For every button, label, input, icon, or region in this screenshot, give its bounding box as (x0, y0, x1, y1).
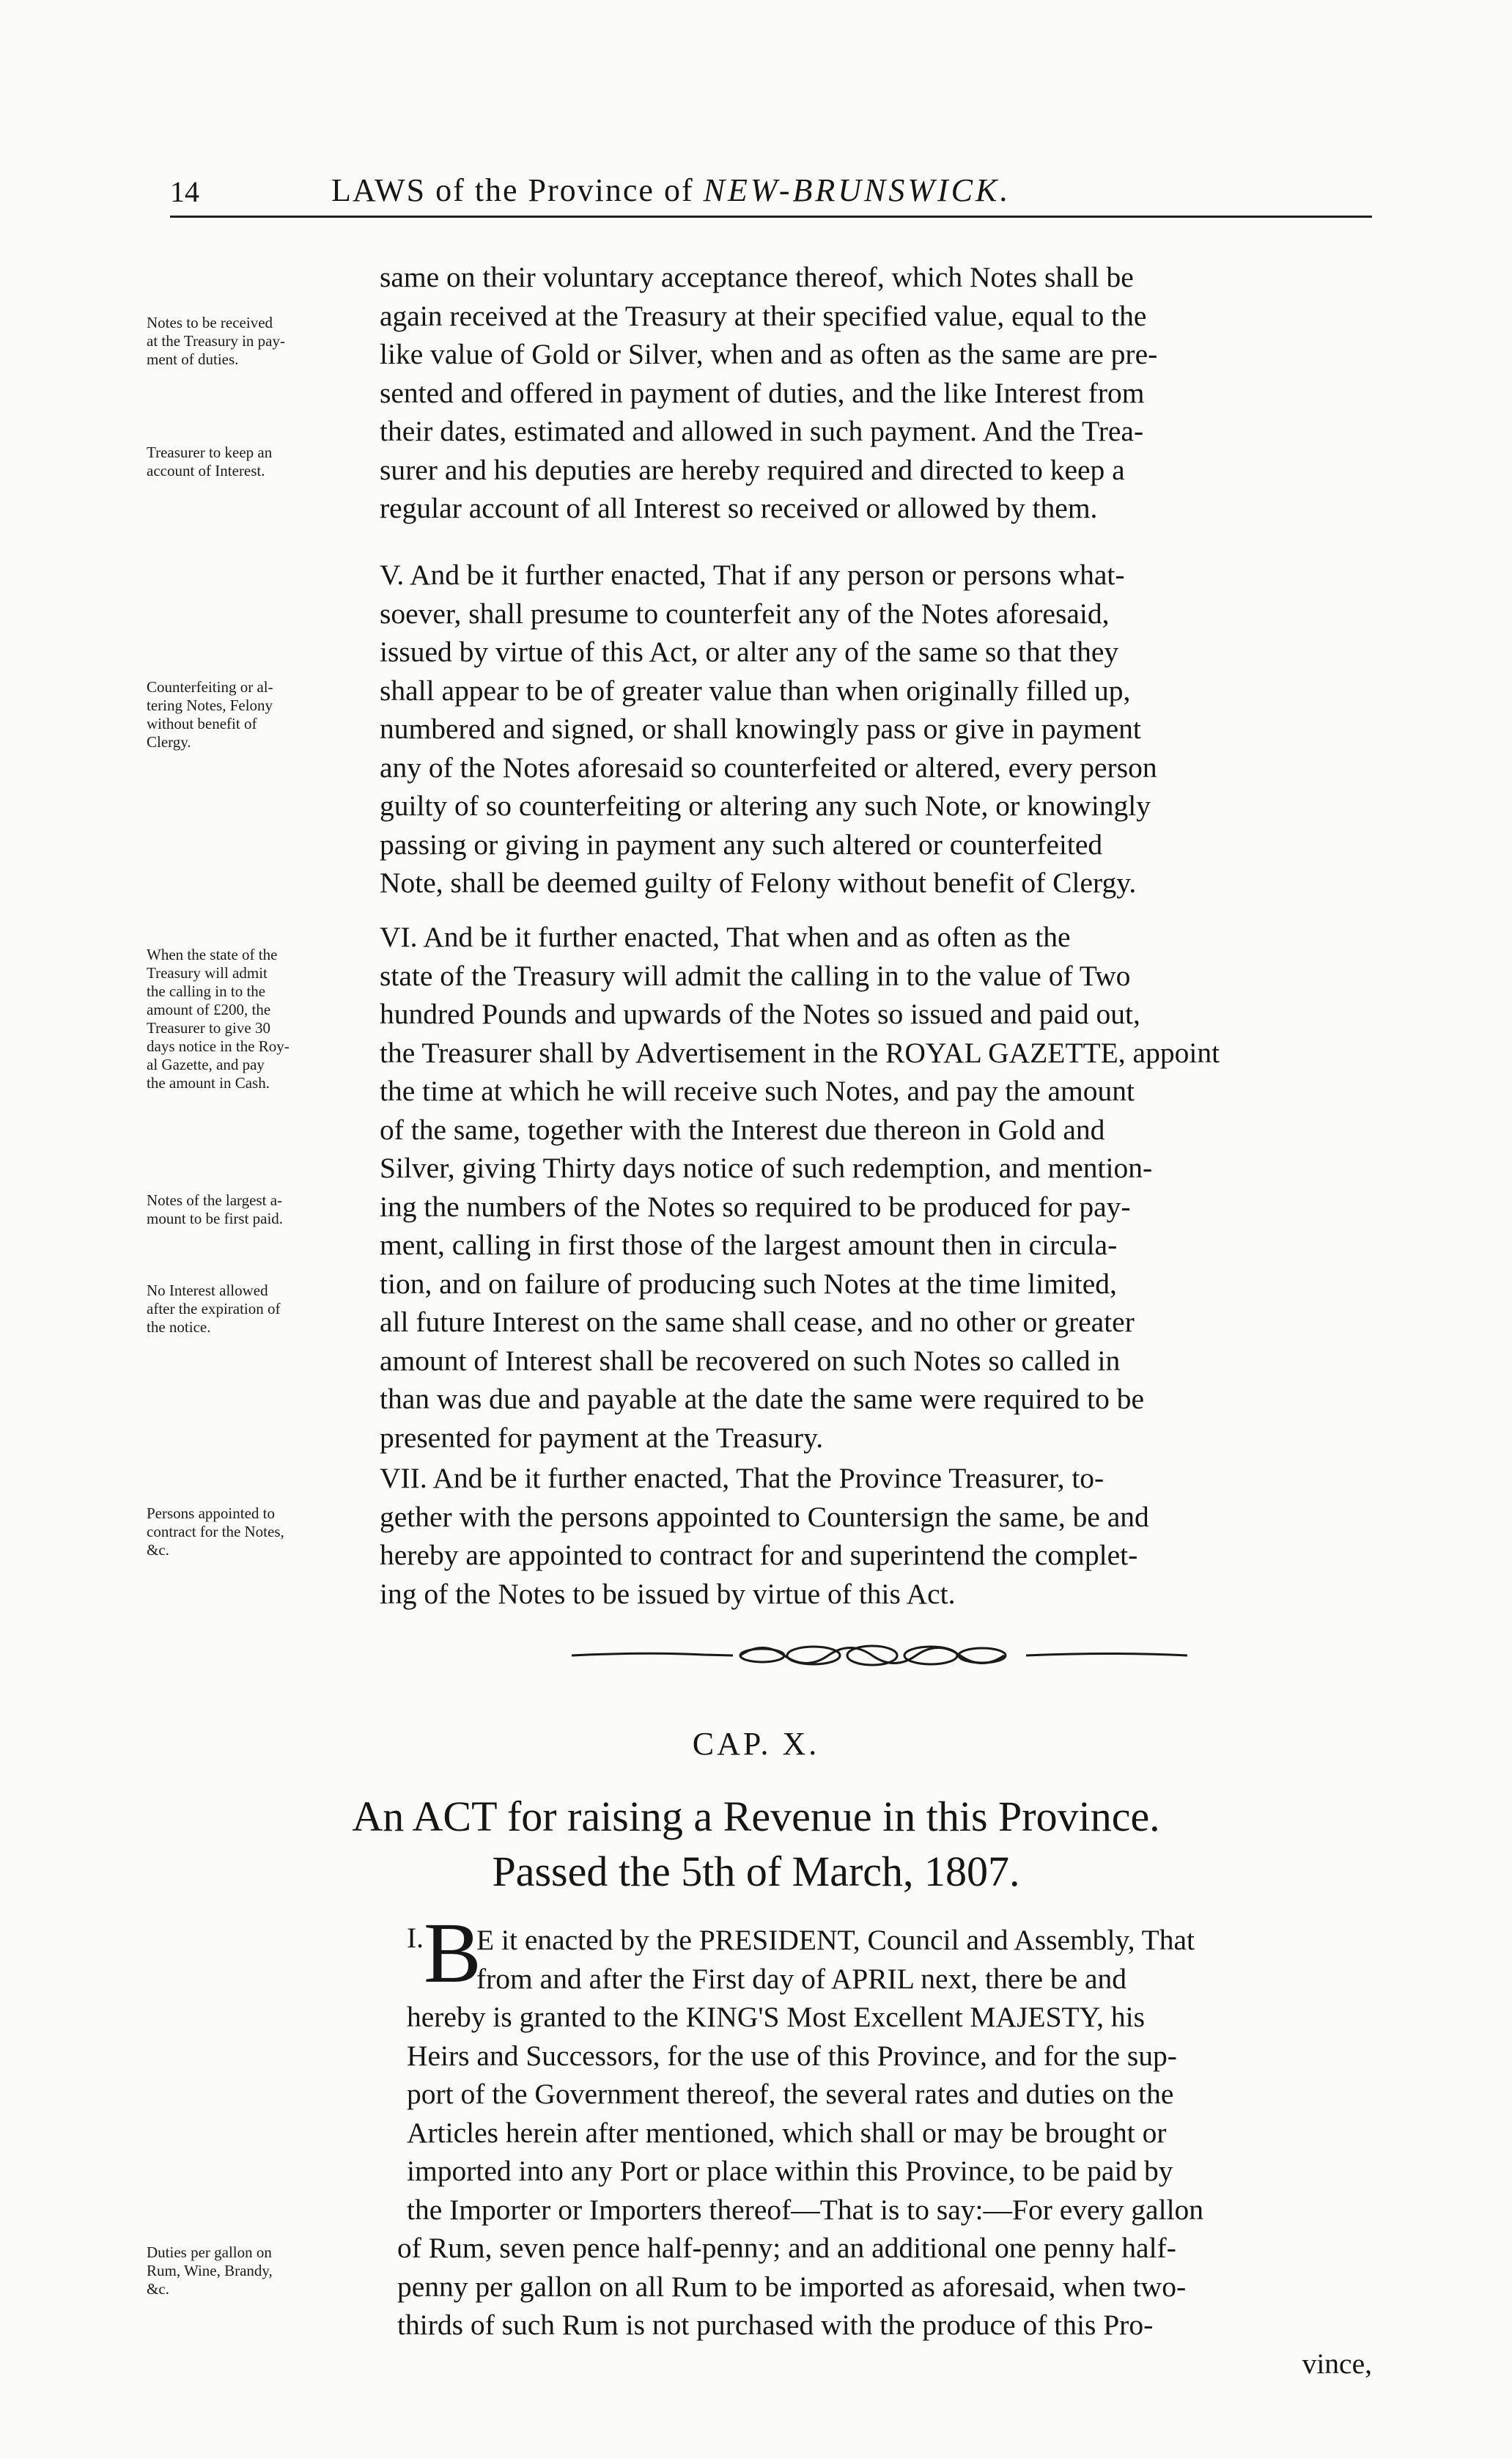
text-line: Articles herein after mentioned, which shall or may be brought or (407, 2116, 1167, 2149)
margin-note-line: Counterfeiting or al- (147, 678, 273, 696)
text-line: VI. And be it further enacted, That when and as often as the (380, 921, 1071, 953)
margin-note-largest-amount (147, 1191, 381, 1228)
margin-note-duties-rum (147, 2243, 381, 2298)
text-line: amount of Interest shall be recovered on such Notes so called in (380, 1344, 1121, 1377)
running-header (170, 167, 1372, 211)
margin-note-line: the amount in Cash. (147, 1074, 270, 1092)
text-line: shall appear to be of greater value than when originally filled up, (380, 674, 1131, 707)
text-line: from and after the First day of APRIL next, there be and (476, 1962, 1127, 1995)
text-line: of the same, together with the Interest due thereon in Gold and (380, 1113, 1105, 1146)
text-line: gether with the persons appointed to Countersign the same, be and (380, 1500, 1149, 1533)
margin-note-line: Rum, Wine, Brandy, (147, 2262, 273, 2279)
text-line: again received at the Treasury at their specified value, equal to the (380, 299, 1147, 332)
section-i-line-1 (476, 1921, 1195, 1998)
text-line: surer and his deputies are hereby required and directed to keep a (380, 453, 1125, 486)
margin-note-line: at the Treasury in pay- (147, 332, 285, 350)
margin-note-line: Notes of the largest a- (147, 1191, 283, 1209)
drop-cap: B (424, 1905, 482, 2001)
ornament-divider (572, 1642, 1187, 1669)
margin-note-line: Duties per gallon on (147, 2243, 272, 2261)
text-line: penny per gallon on all Rum to be imported as aforesaid, when two- (397, 2270, 1187, 2303)
margin-note-line: the calling in to the (147, 982, 266, 1000)
running-title (331, 172, 1011, 209)
text-line: Note, shall be deemed guilty of Felony without benefit of Clergy. (380, 867, 1137, 899)
margin-note-line: When the state of the (147, 946, 278, 963)
section-iv-continued (380, 258, 1369, 528)
text-line: presented for payment at the Treasury. (380, 1421, 824, 1454)
text-line: numbered and signed, or shall knowingly pass or give in payment (380, 713, 1141, 745)
margin-note-line: ment of duties. (147, 350, 239, 368)
text-line: port of the Government thereof, the several rates and duties on the (407, 2078, 1174, 2110)
margin-note-line: al Gazette, and pay (147, 1056, 265, 1073)
running-title-province: NEW-BRUNSWICK. (703, 172, 1011, 208)
margin-note-line: contract for the Notes, (147, 1523, 284, 1540)
text-line: regular account of all Interest so received or allowed by them. (380, 492, 1098, 524)
margin-note-line: amount of £200, the (147, 1001, 271, 1018)
section-number: I. (407, 1922, 424, 1954)
margin-note-line: No Interest allowed (147, 1282, 268, 1299)
text-line: like value of Gold or Silver, when and as often as the same are pre- (380, 338, 1158, 370)
text-line: the Treasurer shall by Advertisement in the ROYAL GAZETTE, appoint (380, 1036, 1220, 1069)
text-line: sented and offered in payment of duties, and the like Interest from (380, 376, 1145, 409)
text-line: issued by virtue of this Act, or alter any of the same so that they (380, 636, 1119, 668)
text-line: state of the Treasury will admit the calling in to the value of Two (380, 959, 1131, 992)
section-vii (380, 1459, 1369, 1613)
text-line: their dates, estimated and allowed in such payment. And the Trea- (380, 415, 1144, 447)
text-line: thirds of such Rum is not purchased with the produce of this Pro- (397, 2309, 1154, 2341)
section-i (407, 1998, 1369, 2229)
text-line: soever, shall presume to counterfeit any of the Notes aforesaid, (380, 597, 1110, 630)
margin-note-persons-appointed (147, 1504, 381, 1559)
text-line: any of the Notes aforesaid so counterfeited or altered, every person (380, 751, 1157, 784)
text-line: than was due and payable at the date the same were required to be (380, 1383, 1145, 1415)
text-line: ing of the Notes to be issued by virtue of this Act. (380, 1577, 956, 1610)
text-line: hereby are appointed to contract for and superintend the complet- (380, 1539, 1138, 1571)
text-line: vince, (1302, 2347, 1372, 2380)
margin-note-calling-in (147, 946, 381, 1092)
text-line: same on their voluntary acceptance thereof, which Notes shall be (380, 261, 1134, 293)
text-line: ment, calling in first those of the largest amount then in circula- (380, 1229, 1118, 1261)
margin-note-line: tering Notes, Felony (147, 696, 273, 714)
text-line: V. And be it further enacted, That if any person or persons what- (380, 559, 1125, 591)
margin-note-line: the notice. (147, 1318, 211, 1336)
margin-note-line: days notice in the Roy- (147, 1037, 290, 1055)
margin-note-line: &c. (147, 2280, 169, 2298)
text-line: imported into any Port or place within this Province, to be paid by (407, 2155, 1173, 2187)
header-rule (170, 216, 1372, 218)
text-line: the time at which he will receive such Notes, and pay the amount (380, 1075, 1135, 1107)
text-line: VII. And be it further enacted, That the Province Treasurer, to- (380, 1462, 1105, 1494)
section-vi (380, 918, 1369, 1457)
page-number: 14 (170, 175, 199, 208)
margin-note-line: Treasury will admit (147, 964, 268, 982)
text-line: the Importer or Importers thereof—That is to say:—For every gallon (407, 2193, 1204, 2226)
text-line: hereby is granted to the KING'S Most Excellent MAJESTY, his (407, 2001, 1145, 2033)
text-line: Heirs and Successors, for the use of this Province, and for the sup- (407, 2039, 1177, 2072)
margin-note-line: mount to be first paid. (147, 1210, 284, 1227)
text-line: of Rum, seven pence half-penny; and an additional one penny half- (397, 2232, 1176, 2264)
text-line: Silver, giving Thirty days notice of such redemption, and mention- (380, 1152, 1153, 1184)
margin-note-counterfeiting (147, 678, 381, 751)
section-i-continued (397, 2229, 1387, 2383)
act-title-line2: Passed the 5th of March, 1807. (492, 1848, 1020, 1895)
text-line: tion, and on failure of producing such Notes at the time limited, (380, 1267, 1117, 1300)
margin-note-notes-received (147, 314, 381, 369)
text-line: passing or giving in payment any such altered or counterfeited (380, 828, 1103, 861)
chapter-label: CAP. X. (692, 1726, 820, 1762)
margin-note-line: after the expiration of (147, 1300, 281, 1317)
text-line: guilty of so counterfeiting or altering any such Note, or knowingly (380, 790, 1151, 822)
act-title (0, 1789, 1512, 1899)
margin-note-line: Clergy. (147, 733, 191, 751)
text-line: ing the numbers of the Notes so required to be produced for pay- (380, 1190, 1131, 1223)
margin-note-line: without benefit of (147, 715, 257, 732)
margin-note-line: Persons appointed to (147, 1504, 275, 1522)
margin-note-treasurer-account (147, 444, 381, 480)
text-line: all future Interest on the same shall cease, and no other or greater (380, 1306, 1135, 1338)
text-line: hundred Pounds and upwards of the Notes so issued and paid out, (380, 998, 1140, 1030)
margin-note-line: Treasurer to give 30 (147, 1019, 270, 1037)
margin-note-line: account of Interest. (147, 462, 265, 479)
margin-note-line: Notes to be received (147, 314, 273, 331)
section-v (380, 556, 1369, 903)
margin-note-line: Treasurer to keep an (147, 444, 273, 461)
act-title-line1: An ACT for raising a Revenue in this Province. (352, 1793, 1160, 1840)
text-line: E it enacted by the PRESIDENT, Council and Assembly, That (476, 1924, 1195, 1956)
margin-note-line: &c. (147, 1541, 169, 1559)
margin-note-no-interest (147, 1282, 381, 1337)
running-title-prefix: LAWS of the Province of (331, 172, 694, 208)
